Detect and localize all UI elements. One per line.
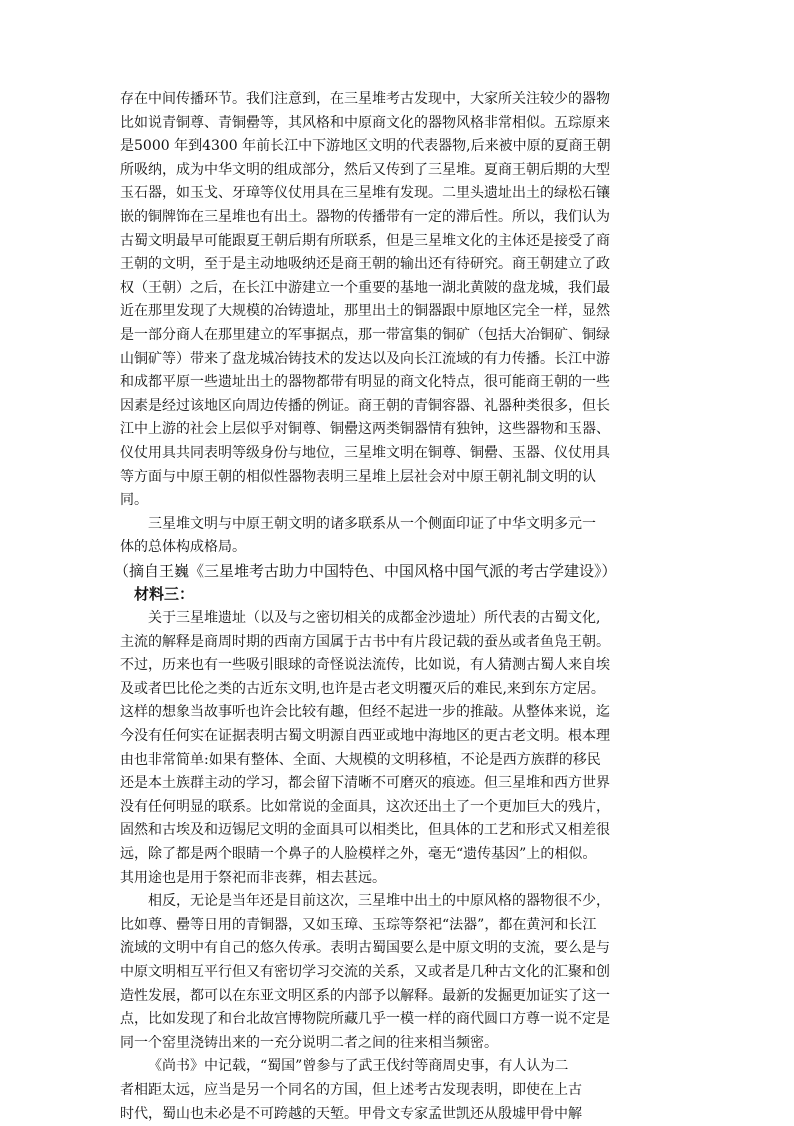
text-line: 体的总体构成格局。 xyxy=(120,539,246,556)
text-line: 是一部分商人在那里建立的军事据点，那一带富集的铜矿（包括大冶铜矿、铜绿 xyxy=(120,326,610,343)
paragraph xyxy=(120,607,680,890)
text-line: 三星堆文明与中原王朝文明的诸多联系从一个侧面印证了中华文明多元一 xyxy=(148,515,596,532)
text-line: 玉石器，如玉戈、牙璋等仪仗用具在三星堆有发现。二里头遗址出土的绿松石镶 xyxy=(120,185,610,202)
text-line: 山铜矿等）带来了盘龙城冶铸技术的发达以及向长江流域的有力传播。长江中游 xyxy=(120,350,610,367)
text-line: 中原文明相互平行但又有密切学习交流的关系，又或者是几种古文化的汇聚和创 xyxy=(120,963,610,980)
text-line: 是5000 年到4300 年前长江中下游地区文明的代表器物,后来被中原的夏商王朝 xyxy=(120,138,611,155)
text-line: 近在那里发现了大规模的冶铸遗址，那里出土的铜器跟中原地区完全一样，显然 xyxy=(120,303,610,320)
text-line: 及或者巴比伦之类的古近东文明,也许是古老文明覆灭后的难民,来到东方定居。 xyxy=(120,680,605,697)
text-line: 存在中间传播环节。我们注意到，在三星堆考古发现中，大家所关注较少的器物 xyxy=(120,91,610,107)
text-line: 嵌的铜牌饰在三星堆也有出土。器物的传播带有一定的滞后性。所以，我们认为 xyxy=(120,208,610,225)
text-line: 所吸纳，成为中华文明的组成部分，然后又传到了三星堆。夏商王朝后期的大型 xyxy=(120,161,610,178)
text-line: 流域的文明中有自己的悠久传承。表明古蜀国要么是中原文明的支流，要么是与 xyxy=(120,940,610,957)
text-line: 同一个窑里浇铸出来的一充分说明二者之间的往来相当频密。 xyxy=(120,1034,498,1051)
text-line: 等方面与中原王朝的相似性器物表明三星堆上层社会对中原王朝礼制文明的认 xyxy=(120,468,596,485)
text-line: 相反，无论是当年还是目前这次，三星堆中出土的中原风格的器物很不少， xyxy=(148,893,610,910)
text-line: 仪仗用具共同表明等级身份与地位，三星堆文明在铜尊、铜罍、玉器、仪仗用具 xyxy=(120,444,610,461)
text-line: 比如说青铜尊、青铜罍等，其风格和中原商文化的器物风格非常相似。五琮原来 xyxy=(120,114,610,131)
text-line: 古蜀文明最早可能跟夏王朝后期有所联系，但是三星堆文化的主体还是接受了商 xyxy=(120,232,610,249)
text-line: 点，比如发现了和台北故宫博物院所藏几乎一模一样的商代圆口方尊一说不定是 xyxy=(120,1011,610,1028)
text-line: 其用途也是用于祭祀而非丧葬，相去甚远。 xyxy=(120,869,386,886)
text-line: 关于三星堆遗址（以及与之密切相关的成都金沙遗址）所代表的古蜀文化, xyxy=(148,610,601,627)
text-line: 权（王朝）之后，在长江中游建立一个重要的基地一湖北黄陂的盘龙城，我们最 xyxy=(120,279,610,296)
text-line: 江中上游的社会上层似乎对铜尊、铜罍这两类铜器情有独钟，这些器物和玉器、 xyxy=(120,421,610,438)
text-line: 固然和古埃及和迈锡尼文明的金面具可以相类比，但具体的工艺和形式又相差很 xyxy=(120,822,610,839)
paragraph xyxy=(120,88,680,513)
text-line: 今没有任何实在证据表明古蜀文明源自西亚或地中海地区的更古老文明。根本理 xyxy=(120,728,610,745)
source-citation: （摘自王巍《三星堆考古助力中国特色、中国风格中国气派的考古学建设》） xyxy=(114,561,617,580)
paragraph xyxy=(120,513,680,560)
text-line: 远，除了都是两个眼睛一个鼻子的人脸模样之外，毫无“遗传基因”上的相似。 xyxy=(120,846,597,862)
text-line: 没有任何明显的联系。比如常说的金面具，这次还出土了一个更加巨大的残片， xyxy=(120,798,610,815)
text-line: 比如尊、罍等日用的青铜器，又如玉璋、玉琮等祭祀“法器”，都在黄河和长江 xyxy=(120,916,597,933)
text-line: 和成都平原一些遗址出土的器物都带有明显的商文化特点，很可能商王朝的一些 xyxy=(120,374,610,391)
text-line: 不过，历来也有一些吸引眼球的奇怪说法流传，比如说，有人猜测古蜀人来自埃 xyxy=(120,657,610,674)
text-line: 因素是经过该地区向周边传播的例证。商王朝的青铜容器、礼器种类很多，但长 xyxy=(120,397,610,414)
text-line: 造性发展，都可以在东亚文明区系的内部予以解释。最新的发掘更加证实了这一 xyxy=(120,987,610,1004)
section-heading: 材料三： xyxy=(134,585,195,604)
text-line: 王朝的文明，至于是主动地吸纳还是商王朝的输出还有待研究。商王朝建立了政 xyxy=(120,256,610,273)
text-line: 者相距太远，应当是另一个同名的方国，但上述考古发现表明，即使在上古 xyxy=(120,1081,582,1098)
text-line: 时代，蜀山也未必是不可跨越的天堑。甲骨文专家孟世凯还从殷墟甲骨中解 xyxy=(120,1105,582,1122)
document-page xyxy=(114,88,680,1126)
text-line: 主流的解释是商周时期的西南方国属于古书中有片段记载的蚕丛或者鱼凫王朝。 xyxy=(120,633,610,650)
text-line: 《尚书》中记载，“蜀国”曾参与了武王伐纣等商周史事，有人认为二 xyxy=(148,1058,569,1075)
text-line: 这样的想象当故事听也许会比较有趣，但经不起进一步的推敲。从整体来说，迄 xyxy=(120,704,610,721)
paragraph xyxy=(120,890,680,1055)
paragraph xyxy=(120,1055,680,1126)
text-line: 同。 xyxy=(120,492,148,509)
text-line: 还是本土族群主动的学习，都会留下清晰不可磨灭的痕迹。但三星堆和西方世界 xyxy=(120,775,610,792)
text-line: 由也非常简单:如果有整体、全面、大规模的文明移植，不论是西方族群的移民 xyxy=(120,751,601,768)
